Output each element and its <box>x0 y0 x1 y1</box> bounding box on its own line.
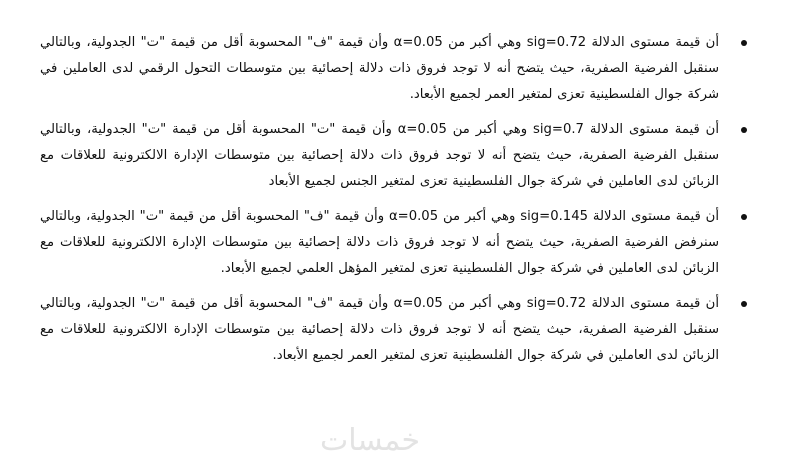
bullet-icon <box>741 301 747 307</box>
bullet-icon <box>741 127 747 133</box>
list-item <box>40 117 755 195</box>
bullet-icon <box>741 40 747 46</box>
list-item <box>40 204 755 282</box>
bullet-icon <box>741 214 747 220</box>
list-item <box>40 30 755 108</box>
bullet-list <box>40 30 755 378</box>
paragraph-text: أن قيمة مستوى الدلالة sig=0.7 وهي أكبر من α=0.05 وأن قيمة "ت" المحسوبة أقل من قيمة "ت" الجدولية، وبالتالي سنقبل الفرضية الصفرية، حيث يتضح أنه لا توجد فروق ذات دلالة إحصائية بين متوسطات الإدارة الالكترونية للعلاقات مع الزبائن لدى العاملين في شركة جوال الفلسطينية تعزى لمتغير الجنس لجميع الأبعاد <box>40 122 719 189</box>
paragraph-text: أن قيمة مستوى الدلالة sig=0.72 وهي أكبر من α=0.05 وأن قيمة "ف" المحسوبة أقل من قيمة "ت" الجدولية، وبالتالي سنقبل الفرضية الصفرية، حيث يتضح أنه لا توجد فروق ذات دلالة إحصائية بين متوسطات التحول الرقمي لدى العاملين في شركة جوال الفلسطينية تعزى لمتغير العمر لجميع الأبعاد. <box>40 35 720 102</box>
paragraph-text: أن قيمة مستوى الدلالة sig=0.145 وهي أكبر من α=0.05 وأن قيمة "ف" المحسوبة أقل من قيمة "ت" الجدولية، وبالتالي سنرفض الفرضية الصفرية، حيث يتضح أنه لا توجد فروق ذات دلالة إحصائية بين متوسطات الإدارة الالكترونية للعلاقات مع الزبائن لدى العاملين في شركة جوال الفلسطينية تعزى لمتغير المؤهل العلمي لجميع الأبعاد. <box>40 209 720 276</box>
list-item <box>40 291 755 369</box>
watermark-logo: خمسات <box>320 423 421 458</box>
paragraph-text: أن قيمة مستوى الدلالة sig=0.72 وهي أكبر من α=0.05 وأن قيمة "ف" المحسوبة أقل من قيمة "ت" الجدولية، وبالتالي سنقبل الفرضية الصفرية، حيث يتضح أنه لا توجد فروق ذات دلالة إحصائية بين متوسطات الإدارة الالكترونية للعلاقات مع الزبائن لدى العاملين في شركة جوال الفلسطينية تعزى لمتغير العمر لجميع الأبعاد. <box>40 296 720 363</box>
